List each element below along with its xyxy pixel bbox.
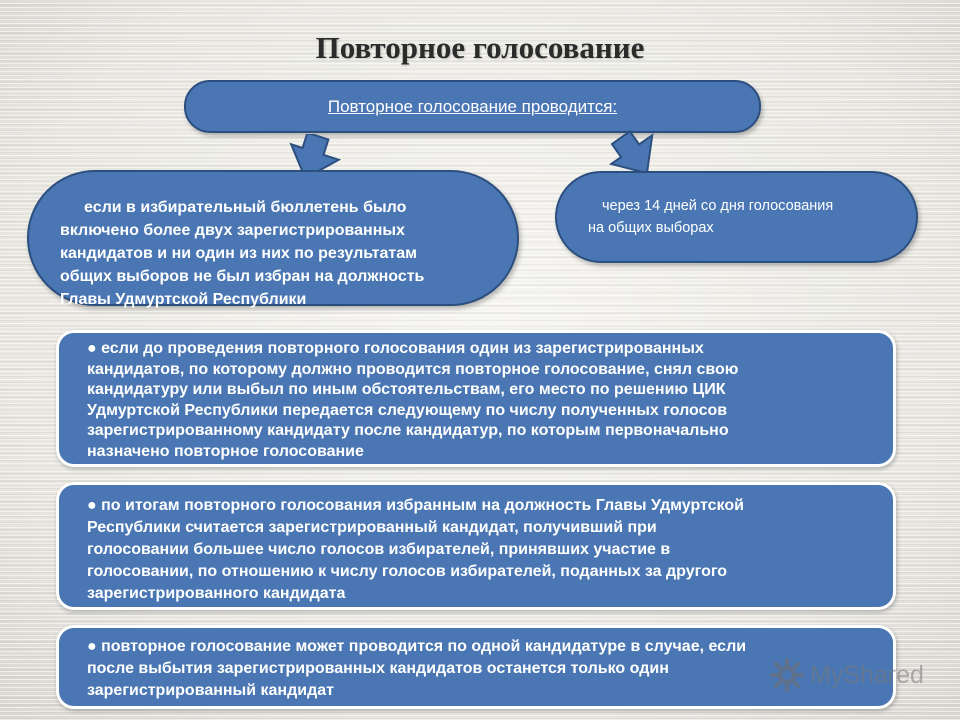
rule-line: ● повторное голосование может проводится по одной кандидатуре в случае, если	[87, 638, 747, 655]
rule-line: ● если до проведения повторного голосования один из зарегистрированных	[87, 340, 704, 357]
rule-line: голосовании, по отношению к числу голосов избирателей, поданных за другого	[87, 563, 728, 580]
rule-line: ● по итогам повторного голосования избранным на должность Главы Удмуртской	[87, 497, 744, 514]
condition-line: общих выборов не был избран на должность	[60, 268, 425, 285]
condition-multiple-candidates	[27, 170, 519, 306]
watermark	[770, 655, 924, 695]
condition-line: Главы Удмуртской Республики	[60, 291, 307, 308]
myshared-logo-icon	[770, 658, 804, 692]
rule-line: после выбытия зарегистрированных кандидатов останется только один	[87, 660, 669, 677]
rule-line: зарегистрированный кандидат	[87, 682, 334, 699]
rule-line: зарегистрированному кандидату после кандидатур, по которым первоначально	[87, 422, 729, 439]
slide-title: Повторное голосование	[315, 30, 645, 65]
header-box	[184, 80, 761, 133]
condition-line: включено более двух зарегистрированных	[60, 222, 405, 239]
rule-line: назначено повторное голосование	[87, 442, 364, 460]
condition-timing	[555, 171, 918, 263]
condition-line: если в избирательный бюллетень было	[84, 199, 407, 216]
rule-line: кандидатуру или выбыл по иным обстоятельствам, его место по решению ЦИК	[87, 381, 726, 398]
rule-line: голосовании большее число голосов избирателей, принявших участие в	[87, 541, 671, 558]
condition-line: кандидатов и ни один из них по результатам	[60, 245, 417, 262]
timing-line: через 14 дней со дня голосования	[602, 198, 834, 214]
rule-panel-candidate-withdrawal	[56, 330, 896, 467]
rule-line: Республики считается зарегистрированный кандидат, получивший при	[87, 519, 657, 536]
header-text: Повторное голосование проводится:	[327, 96, 618, 116]
rule-panel-election-result	[56, 482, 896, 610]
rule-line: кандидатов, по которому должно проводится повторное голосование, снял свою	[87, 360, 739, 378]
rule-line: Удмуртской Республики передается следующему по числу полученных голосов	[87, 401, 728, 419]
rule-line: зарегистрированного кандидата	[87, 585, 346, 602]
timing-line: на общих выборах	[588, 220, 714, 236]
watermark-text: MyShared	[810, 660, 924, 689]
